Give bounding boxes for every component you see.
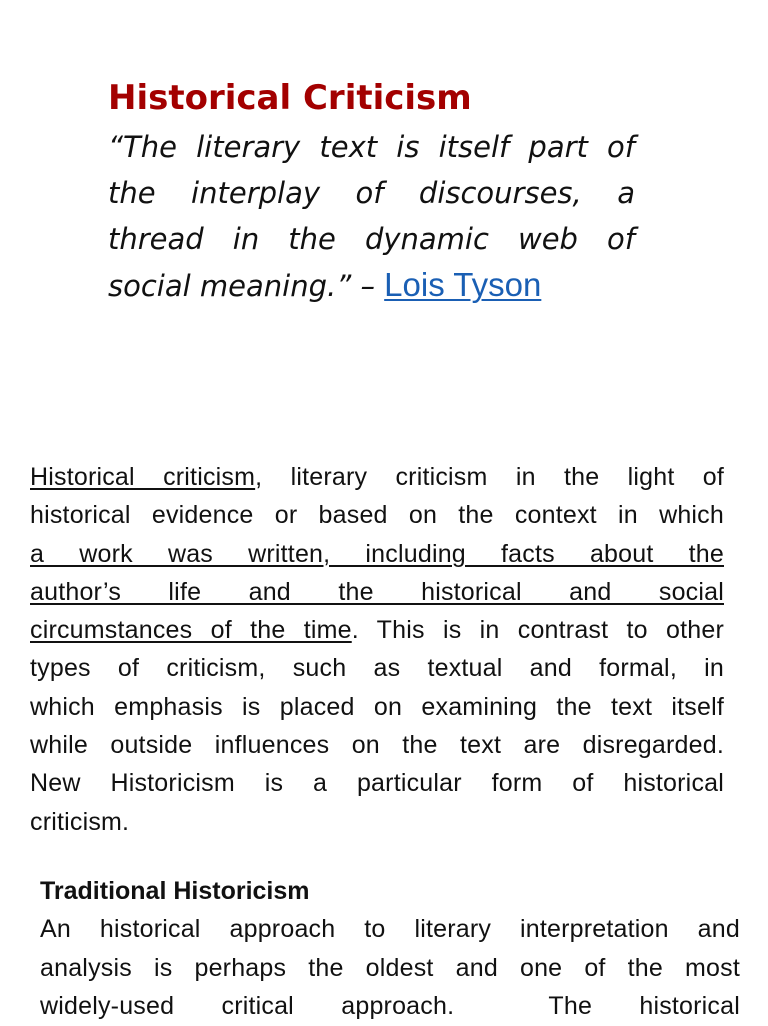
intro-paragraph <box>30 458 724 841</box>
paragraph-line <box>30 649 724 687</box>
paragraph-text: criticism. <box>30 807 130 836</box>
quote-line: the interplay of discourses, a <box>108 176 635 210</box>
quote-line-last <box>108 262 635 309</box>
underlined-text: a work was written, including facts about the <box>30 539 724 568</box>
paragraph-line <box>30 803 724 841</box>
paragraph-line <box>30 726 724 764</box>
paragraph-line <box>30 573 724 611</box>
traditional-historicism-paragraph <box>40 910 740 1026</box>
section-heading-traditional-historicism: Traditional Historicism <box>40 877 310 905</box>
underlined-text: Historical criticism <box>30 463 256 491</box>
paragraph-line: widely-used critical approach. The historical <box>40 992 740 1020</box>
underlined-text: circumstances of the time <box>30 616 352 645</box>
paragraph-line <box>30 535 724 573</box>
paragraph-text: historical evidence or based on the context in which <box>30 501 724 530</box>
paragraph-line <box>30 496 724 534</box>
paragraph-line <box>30 764 724 802</box>
paragraph-line <box>30 688 724 726</box>
page-title: Historical Criticism <box>108 78 472 118</box>
paragraph-text: . This is in contrast to other <box>351 616 724 645</box>
quote-line: “The literary text is itself part of <box>108 130 635 164</box>
underlined-text: author’s life and the historical and social <box>30 577 724 606</box>
paragraph-line <box>30 458 724 496</box>
paragraph-line: analysis is perhaps the oldest and one of the most <box>40 953 740 982</box>
paragraph-text: , literary criticism in the light of <box>255 463 724 491</box>
paragraph-line: An historical approach to literary interpretation and <box>40 915 740 943</box>
paragraph-text: which emphasis is placed on examining the text itself <box>30 692 724 721</box>
quote-line: social meaning.” – <box>108 269 385 303</box>
paragraph-text: types of criticism, such as textual and formal, in <box>30 654 724 683</box>
quote-author-link[interactable]: Lois Tyson <box>384 266 542 303</box>
paragraph-line <box>30 611 724 649</box>
paragraph-text: New Historicism is a particular form of historical <box>30 769 724 798</box>
paragraph-text: while outside influences on the text are disregarded. <box>30 731 724 760</box>
epigraph-quote <box>108 124 635 309</box>
quote-line: thread in the dynamic web of <box>108 222 635 256</box>
